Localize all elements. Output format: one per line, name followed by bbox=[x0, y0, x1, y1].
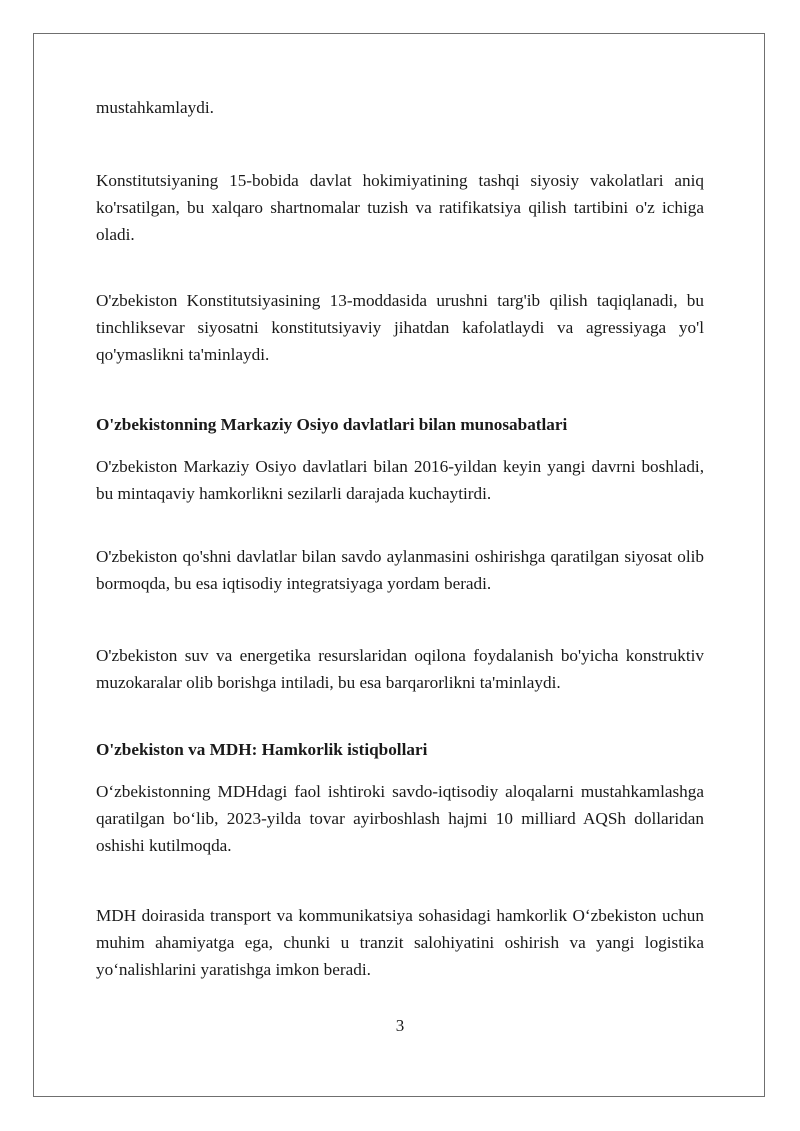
paragraph-water-energy: O'zbekiston suv va energetika resurslaridan oqilona foydalanish bo'yicha konstruktiv muzokaralar olib borishga intiladi, bu esa barqarorlikni ta'minlaydi. bbox=[96, 646, 704, 692]
section-heading-central-asia: O'zbekistonning Markaziy Osiyo davlatlari bilan munosabatlari bbox=[96, 415, 568, 434]
paragraph-central-asia-2016: O'zbekiston Markaziy Osiyo davlatlari bilan 2016-yildan keyin yangi davrni boshladi, bu mintaqaviy hamkorlikni sezilarli darajada kuchaytirdi. bbox=[96, 457, 704, 503]
paragraph-cis-trade: O‘zbekistonning MDHdagi faol ishtiroki savdo-iqtisodiy aloqalarni mustahkamlashga qaratilgan bo‘lib, 2023-yilda tovar ayirboshlash hajmi 10 milliard AQSh dollaridan oshishi kutilmoqda. bbox=[96, 782, 704, 855]
paragraph-continuation: mustahkamlaydi. bbox=[96, 98, 214, 117]
paragraph-trade-turnover: O'zbekiston qo'shni davlatlar bilan savdo aylanmasini oshirishga qaratilgan siyosat olib bormoqda, bu esa iqtisodiy integratsiyaga yordam beradi. bbox=[96, 547, 704, 593]
page-number: 3 bbox=[395, 1016, 405, 1035]
paragraph-cis-transport: MDH doirasida transport va kommunikatsiya sohasidagi hamkorlik O‘zbekiston uchun muhim ahamiyatga ega, chunki u tranzit salohiyatini oshirish va yangi logistika yo‘nalishlarini yaratishga imkon beradi. bbox=[96, 906, 704, 979]
paragraph-constitution-chapter-15: Konstitutsiyaning 15-bobida davlat hokimiyatining tashqi siyosiy vakolatlari aniq ko'rsatilgan, bu xalqaro shartnomalar tuzish va ratifikatsiya qilish tartibini o'z ichiga oladi. bbox=[96, 171, 704, 244]
section-heading-cis: O'zbekiston va MDH: Hamkorlik istiqbollari bbox=[96, 740, 428, 759]
paragraph-constitution-article-13: O'zbekiston Konstitutsiyasining 13-moddasida urushni targ'ib qilish taqiqlanadi, bu tinchliksevar siyosatni konstitutsiyaviy jihatdan kafolatlaydi va agressiyaga yo'l qo'ymaslikni ta'minlaydi. bbox=[96, 291, 704, 364]
